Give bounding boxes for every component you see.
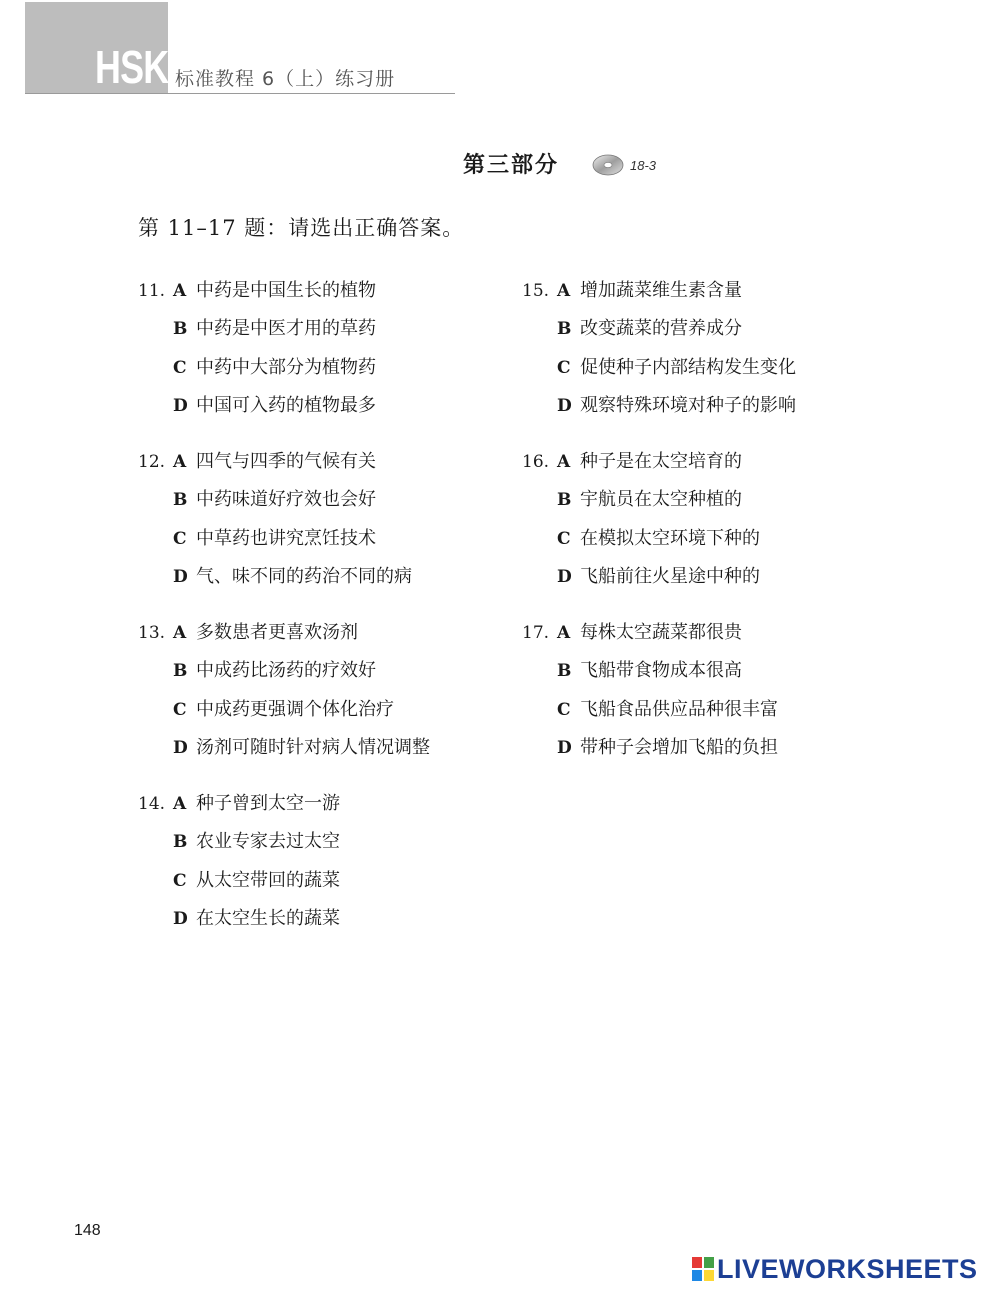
answer-option[interactable] (138, 734, 518, 772)
answer-option[interactable] (522, 486, 902, 524)
option-letter: A (173, 794, 187, 814)
option-text: 每株太空蔬菜都很贵 (580, 622, 742, 643)
question-number: 16. (522, 452, 550, 472)
option-letter: B (173, 832, 188, 853)
option-letter: C (173, 699, 187, 720)
option-text: 多数患者更喜欢汤剂 (196, 622, 358, 643)
watermark-text: LIVEWORKSHEETS (717, 1253, 978, 1284)
section-title: 第三部分 (463, 152, 560, 178)
answer-option[interactable] (138, 277, 518, 315)
option-letter: D (173, 908, 188, 929)
hsk-logo: HSK (95, 41, 169, 93)
option-text: 飞船前往火星途中种的 (580, 565, 760, 587)
option-text: 种子是在太空培育的 (580, 451, 742, 472)
option-text: 带种子会增加飞船的负担 (580, 736, 778, 758)
option-letter: B (173, 490, 188, 511)
answer-option[interactable] (522, 315, 902, 353)
option-letter: C (557, 357, 571, 378)
answer-option[interactable] (138, 828, 518, 866)
option-text: 改变蔬菜的营养成分 (580, 318, 742, 340)
option-letter: B (557, 319, 572, 340)
option-text: 中药味道好疗效也会好 (196, 489, 376, 511)
option-letter: C (173, 528, 187, 549)
audio-cd-icon[interactable] (592, 154, 624, 176)
question-12 (138, 448, 518, 619)
answer-option[interactable] (138, 563, 518, 601)
option-text: 农业专家去过太空 (196, 831, 340, 853)
question-11 (138, 277, 518, 448)
instruction-text: 第 11–17 题：请选出正确答案。 (138, 216, 465, 240)
option-text: 中成药比汤药的疗效好 (196, 660, 376, 682)
option-text: 中国可入药的植物最多 (196, 394, 376, 416)
answer-option[interactable] (522, 563, 902, 601)
option-text: 汤剂可随时针对病人情况调整 (196, 736, 430, 758)
answer-option[interactable] (522, 734, 902, 772)
option-text: 飞船食品供应品种很丰富 (580, 698, 778, 720)
question-17 (522, 619, 902, 790)
question-13 (138, 619, 518, 790)
answer-option[interactable] (138, 696, 518, 734)
answer-option[interactable] (138, 657, 518, 695)
answer-option[interactable] (138, 486, 518, 524)
option-letter: C (173, 870, 187, 891)
option-letter: A (173, 281, 187, 301)
answer-option[interactable] (522, 448, 902, 486)
page-number: 148 (74, 1222, 101, 1239)
answer-option[interactable] (138, 392, 518, 430)
option-letter: A (173, 623, 187, 643)
question-number: 13. (138, 623, 166, 643)
option-text: 在太空生长的蔬菜 (196, 907, 340, 929)
question-number: 14. (138, 794, 166, 814)
option-text: 飞船带食物成本很高 (580, 660, 742, 682)
option-text: 宇航员在太空种植的 (580, 489, 742, 511)
option-text: 中成药更强调个体化治疗 (196, 698, 394, 720)
option-text: 促使种子内部结构发生变化 (580, 356, 796, 378)
answer-option[interactable] (138, 315, 518, 353)
option-letter: A (557, 281, 571, 301)
answer-option[interactable] (522, 392, 902, 430)
question-number: 17. (522, 623, 550, 643)
liveworksheets-watermark[interactable] (692, 1254, 978, 1284)
option-text: 四气与四季的气候有关 (196, 451, 376, 472)
answer-option[interactable] (522, 619, 902, 657)
option-letter: A (557, 623, 571, 643)
answer-option[interactable] (522, 525, 902, 563)
book-title: 标准教程 6（上）练习册 (175, 68, 396, 90)
question-number: 15. (522, 281, 550, 301)
questions-right-column (522, 277, 902, 790)
question-16 (522, 448, 902, 619)
answer-option[interactable] (138, 790, 518, 828)
answer-option[interactable] (138, 867, 518, 905)
question-14 (138, 790, 518, 961)
option-letter: D (557, 395, 572, 416)
answer-option[interactable] (522, 696, 902, 734)
liveworksheets-logo-icon (692, 1257, 714, 1281)
option-text: 中药中大部分为植物药 (196, 356, 376, 378)
answer-option[interactable] (138, 619, 518, 657)
answer-option[interactable] (522, 354, 902, 392)
option-letter: B (173, 661, 188, 682)
option-letter: B (557, 490, 572, 511)
audio-track-number: 18-3 (630, 158, 657, 173)
answer-option[interactable] (138, 525, 518, 563)
option-letter: D (557, 566, 572, 587)
option-letter: A (173, 452, 187, 472)
option-text: 观察特殊环境对种子的影响 (580, 394, 796, 416)
option-letter: A (557, 452, 571, 472)
option-letter: C (557, 528, 571, 549)
option-letter: B (557, 661, 572, 682)
option-text: 中药是中国生长的植物 (196, 280, 376, 301)
questions-left-column (138, 277, 518, 961)
header-rule (25, 93, 455, 94)
answer-option[interactable] (138, 905, 518, 943)
option-letter: D (173, 737, 188, 758)
question-15 (522, 277, 902, 448)
option-letter: D (173, 395, 188, 416)
option-text: 增加蔬菜维生素含量 (580, 280, 742, 301)
option-letter: B (173, 319, 188, 340)
option-letter: D (173, 566, 188, 587)
answer-option[interactable] (522, 277, 902, 315)
option-text: 中药是中医才用的草药 (196, 318, 376, 340)
option-letter: C (557, 699, 571, 720)
question-number: 12. (138, 452, 166, 472)
option-text: 气、味不同的药治不同的病 (196, 565, 412, 587)
option-text: 种子曾到太空一游 (196, 793, 340, 814)
question-number: 11. (138, 281, 166, 301)
answer-option[interactable] (522, 657, 902, 695)
option-text: 在模拟太空环境下种的 (580, 527, 760, 549)
option-text: 中草药也讲究烹饪技术 (196, 527, 376, 549)
option-text: 从太空带回的蔬菜 (196, 869, 340, 891)
option-letter: C (173, 357, 187, 378)
answer-option[interactable] (138, 354, 518, 392)
answer-option[interactable] (138, 448, 518, 486)
option-letter: D (557, 737, 572, 758)
